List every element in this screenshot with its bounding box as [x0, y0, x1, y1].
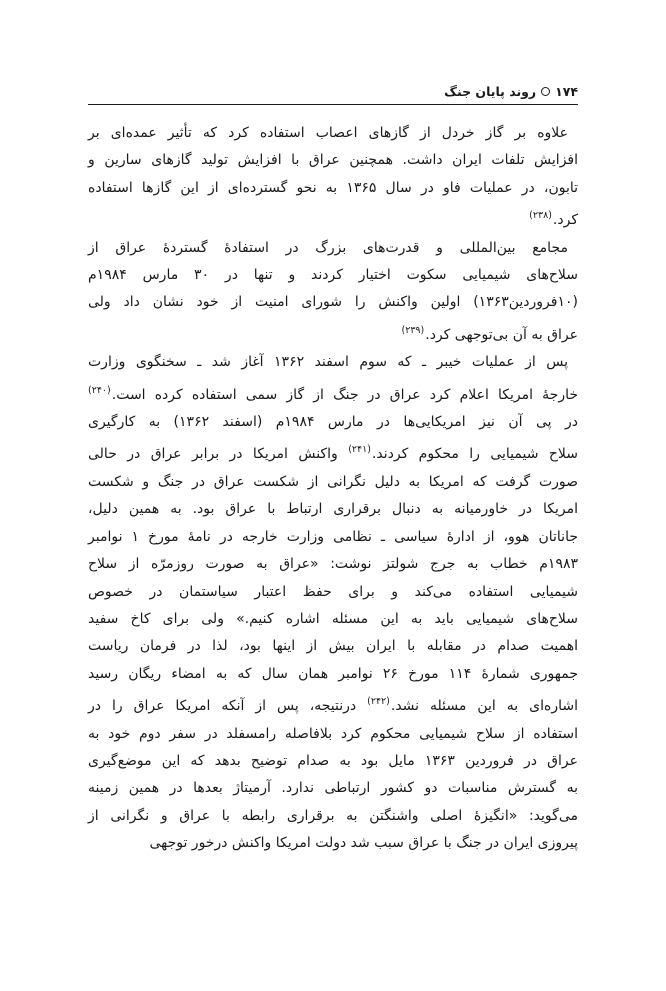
line-text: پیروزی ایران در جنگ با عراق سبب شد دولت امریکا واکنش درخور توجهی [149, 835, 578, 852]
footnote-reference: (۲۴۲) [367, 696, 390, 708]
circle-ornament-icon [541, 87, 550, 96]
text-line [88, 262, 578, 289]
footnote-reference: (۲۳۹) [401, 324, 425, 336]
text-line [88, 147, 578, 174]
line-text-continued: درنتیجه، پس از آنکه امریکا عراق را در [88, 698, 368, 715]
text-line [88, 688, 578, 720]
text-line [88, 579, 578, 606]
line-text: افزایش تلفات ایران داشت. همچنین عراق با افزایش تولید گازهای سارین و [88, 152, 578, 169]
text-line [88, 748, 578, 775]
line-text: تابون، در عملیات فاو در سال ۱۳۶۵ به نحو گسترده‌ای از این گازها استفاده [88, 179, 579, 196]
line-text: می‌گوید: «انگیزهٔ اصلی واشنگتن به برقراری رابطه با عراق و نگرانی از [88, 807, 578, 824]
text-line [88, 496, 578, 523]
body-text [88, 120, 578, 858]
text-line [88, 120, 578, 147]
header-rule [88, 104, 578, 105]
line-text: علاوه بر گاز خردل از گازهای اعصاب استفاده کرد که تأثیر عمده‌ای بر [88, 125, 568, 141]
text-line [88, 606, 578, 633]
footnote-reference: (۲۴۱) [348, 444, 371, 456]
running-header [444, 84, 578, 99]
line-text: عراق به آن بی‌توجهی کرد. [425, 326, 578, 343]
text-line [88, 469, 578, 496]
line-text-continued: واکنش امریکا در برابر عراق در حالی [88, 446, 349, 463]
line-text: امریکا در خاورمیانه به دنبال برقراری ارتباط با عراق بود. به همین دلیل، [88, 501, 578, 518]
line-text: کرد. [552, 212, 578, 229]
line-text: صورت گرفت که امریکا به دلیل نگرانی از شکست عراق در جنگ و شکست [88, 473, 578, 490]
text-line [88, 775, 578, 802]
text-line [88, 409, 578, 436]
line-text: عراق در فروردین ۱۳۶۳ مایل بود به صدام توضیح بدهد که این موضع‌گیری [88, 752, 578, 769]
footnote-reference: (۲۴۰) [88, 384, 111, 396]
text-line [88, 633, 578, 660]
text-line [88, 349, 578, 376]
line-text: پس از عملیات خیبر ـ که سوم اسفند ۱۳۶۲ آغاز شد ـ سخنگوی وزارت [88, 354, 568, 371]
text-line [88, 524, 578, 551]
line-text: به گسترش مناسبات دو کشور ارتباطی ندارد. آرمیتاژ بعدها در همین زمینه [88, 780, 578, 797]
line-text: سلاح‌های شیمیایی سکوت اختیار کردند و تنها در ۳۰ مارس ۱۹۸۴م [88, 267, 578, 284]
line-text: خارجهٔ امریکا اعلام کرد عراق در جنگ از گاز سمی استفاده کرده است. [111, 386, 578, 403]
text-line [88, 202, 578, 234]
line-text: ۱۹۸۳م خطاب به جرج شولتز نوشت: «عراق به صورت روزمرّه از سلاح [88, 556, 578, 573]
line-text: (۱۰فروردین۱۳۶۳) اولین واکنش را شورای امنیت از خود نشان داد ولی [88, 294, 578, 311]
text-line [88, 661, 578, 688]
text-line [88, 721, 578, 748]
line-text: جاناتان هوو، از ادارهٔ سیاسی ـ نظامی وزارت خارجه در نامهٔ مورخ ۱ نوامبر [88, 528, 578, 545]
text-line [88, 317, 578, 349]
text-line [88, 289, 578, 316]
text-line [88, 175, 578, 202]
text-line [88, 235, 578, 262]
line-text: سلاح شیمیایی را محکوم کردند. [371, 446, 578, 463]
line-text: شیمیایی استفاده می‌کند و برای حفظ اعتبار سیاستمان در خصوص [88, 583, 578, 600]
line-text: اشاره‌ای به این مسئله نشد. [390, 698, 578, 715]
line-text: جمهوری شمارهٔ ۱۱۴ مورخ ۲۶ نوامبر همان سال که به امضاء ریگان رسید [88, 665, 578, 682]
line-text: مجامع بین‌المللی و قدرت‌های بزرگ در استفادهٔ گستردهٔ عراق از [88, 239, 568, 256]
text-line [88, 803, 578, 830]
line-text: اهمیت صدام در مقابله با ایران بیش از اینها بود، لذا در فرمان ریاست [88, 638, 578, 655]
line-text: استفاده از سلاح شیمیایی محکوم کرد بلافاصله رامسفلد در سفر دوم خود به [88, 725, 578, 742]
text-line [88, 830, 578, 857]
line-text: سلاح‌های شیمیایی باید به این مسئله اشاره کنیم.» ولی برای کاخ سفید [88, 610, 578, 627]
text-line [88, 551, 578, 578]
page-number: ۱۷۴ [555, 84, 578, 99]
text-line [88, 436, 578, 468]
text-line [88, 377, 578, 409]
line-text: در پی آن نیز امریکایی‌ها در مارس ۱۹۸۴م (اسفند ۱۳۶۲) به کارگیری [88, 414, 579, 431]
running-title: روند پایان جنگ [444, 84, 537, 99]
footnote-reference: (۲۳۸) [529, 210, 552, 222]
